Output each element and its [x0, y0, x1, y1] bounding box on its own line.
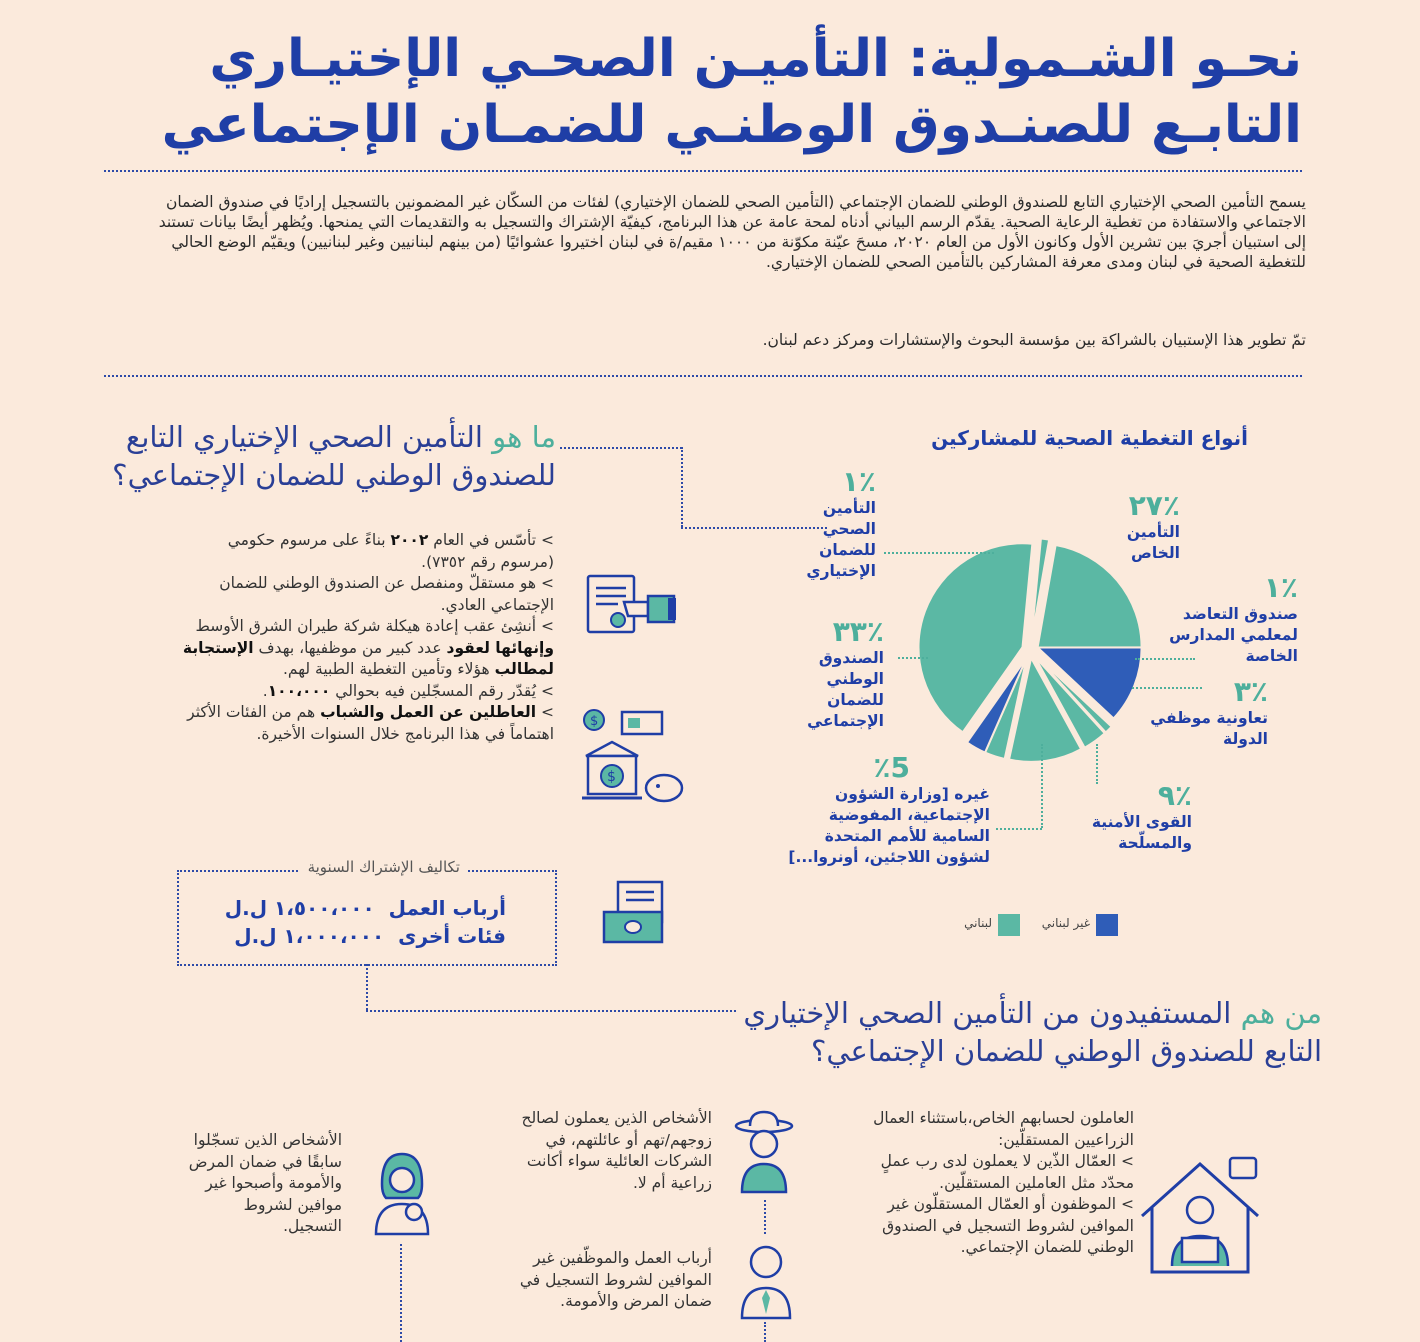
label-voluntary: ٪١ التأمين الصحي للضمان الإختياري — [806, 465, 876, 580]
intro-paragraph: يسمح التأمين الصحي الإختياري التابع للصندوق الوطني للضمان الإجتماعي (التأمين الصحي للضمان الإختياري) لفئات من السكّان غير المضمونين بالتسجيل إراديًا في صندوق الضمان الاجتماعي والاستفادة من تغطية الرعاية الصحية. يقدّم الرسم البياني أدناه لمحة عامة عن هذا البرنامج، كيفيّة الإشتراك والتسجيل به والتقديمات التي يمنحها. ويُظهر أيضًا بيانات تستند إلى استبيان أجريَ بين تشرين الأول وكانون الأول من العام ٢٠٢٠، مسحَ عيّنة مكوّنة من ١٠٠٠ مقيم/ة في لبنان اختيروا عشوائيًا (من بينهم لبنانيين وغير لبنانيين) ويقيّم الوضع الحالي للتغطية الصحية في لبنان ومدى معرفة المشاركين بالتأمين الصحي للضمان الإختياري. — [158, 193, 1306, 271]
bullet-founded: > تأسّس في العام ٢٠٠٢ بناءً على مرسوم حكومي (مرسوم رقم ٧٣٥٢). — [227, 531, 554, 571]
legend-swatch-lebanese — [998, 914, 1020, 936]
cost-employers: أرباب العمل ١،٥٠٠،٠٠٠ ل.ل — [224, 896, 506, 920]
what-is-prefix: ما هو — [492, 420, 556, 454]
what-is-line2: للصندوق الوطني للضمان الإجتماعي؟ — [112, 458, 556, 492]
employee-icon — [736, 1240, 796, 1320]
title-line-2: التابـع للصنـدوق الوطنـي للضمـان الإجتماعي — [161, 95, 1302, 155]
connector — [400, 1244, 402, 1342]
svg-text:$: $ — [607, 769, 616, 785]
svg-text:$: $ — [590, 714, 599, 729]
what-is-rest: التأمين الصحي الإختياري التابع — [125, 420, 493, 454]
chart-title: أنواع التغطية الصحية للمشاركين — [931, 426, 1248, 450]
leader-line — [996, 828, 1042, 830]
leader-line — [884, 552, 994, 554]
what-is-heading — [80, 418, 556, 494]
what-is-bullets — [170, 530, 554, 745]
bullet-interest: > العاطلين عن العمل والشباب هم من الفئات الأكثر اهتماماً في هذا البرنامج خلال السنوات الأخيرة. — [187, 703, 554, 743]
who-rest: المستفيدون من التأمين الصحي الإختياري — [743, 996, 1241, 1030]
connector — [366, 1010, 736, 1012]
bank-money-icon — [578, 706, 686, 808]
cost-others: فئات أخرى ١،٠٠٠،٠٠٠ ل.ل — [234, 924, 506, 948]
connector — [681, 447, 683, 527]
home-worker-icon — [1136, 1156, 1264, 1278]
label-nssf: ٪٣٣ الصندوق الوطني للضمان الإجتماعي — [807, 615, 884, 730]
label-private: ٪٢٧ التأمين الخاص — [1126, 489, 1180, 562]
leader-line — [1132, 687, 1202, 689]
annual-costs-title: تكاليف الإشتراك السنوية — [300, 858, 468, 876]
farmer-icon — [732, 1110, 796, 1194]
page-title — [102, 26, 1302, 158]
beneficiary-employers: أرباب العمل والموظّفين غير الموافين لشروط التسجيل في ضمان المرض والأمومة. — [519, 1249, 712, 1310]
divider-middle — [104, 375, 1302, 377]
leader-line — [1096, 744, 1098, 784]
label-teachers: ٪١ صندوق التعاضد لمعلمي المدارس الخاصة — [1169, 571, 1298, 665]
who-line2: التابع للصندوق الوطني للضمان الإجتماعي؟ — [810, 1034, 1322, 1068]
title-line-1: نحـو الشـمولية: التأميـن الصحـي الإختيـاري — [209, 29, 1302, 89]
bullet-origin: > أنشِئ عقب إعادة هيكلة شركة طيران الشرق الأوسط وإنهائها لعقود عدد كبير من موظفيها، بهدف الإستجابة لمطالب هؤلاء وتأمين التغطية الطبية لهم. — [182, 617, 554, 678]
decree-document-icon — [584, 574, 682, 640]
leader-line — [898, 657, 928, 659]
label-security: ٪٩ القوى الأمنية والمسلّحة — [1091, 779, 1192, 852]
bullet-registrants: > يُقدّر رقم المسجّلين فيه بحوالي ١٠٠،٠٠٠. — [262, 681, 554, 700]
divider-top — [104, 170, 1302, 172]
beneficiary-maternity: الأشخاص الذين تسجّلوا سابقًا في ضمان المرض والأمومة وأصبحوا غير موافين لشروط التسجيل. — [188, 1131, 342, 1235]
who-prefix: من هم — [1240, 996, 1322, 1030]
connector — [560, 447, 682, 449]
legend-label-non-lebanese: غير لبناني — [1041, 916, 1090, 930]
connector — [764, 1200, 766, 1234]
beneficiary-self-employed: العاملون لحسابهم الخاص،باستثناء العمال الزراعيين المستقلّين: > العمّال الذّين لا يعملون لدى رب عملٍ محدّد مثل العاملين المستقلّين. > الموظفون أو العمّال المستقلّون غير الموافين لشروط التسجيل في الصندوق الوطني للضمان الإجتماعي. — [873, 1109, 1134, 1256]
beneficiary-family-workers: الأشخاص الذين يعملون لصالح زوجهم/تهم أو عائلتهم، في الشركات العائلية سواء أكانت زراعية أم لا. — [521, 1109, 712, 1192]
invoice-cash-icon — [600, 880, 668, 946]
mother-child-icon — [368, 1150, 436, 1236]
connector — [366, 964, 368, 1010]
intro-credit: تمّ تطوير هذا الإستبيان بالشراكة بين مؤسسة البحوث والإستشارات ومركز دعم لبنان. — [762, 331, 1306, 349]
who-heading — [740, 994, 1322, 1070]
leader-line — [1041, 744, 1043, 828]
bullet-independent: > هو مستقلّ ومنفصل عن الصندوق الوطني للضمان الإجتماعي العادي. — [219, 574, 554, 614]
legend-label-lebanese: لبناني — [964, 916, 992, 930]
connector — [764, 1322, 766, 1342]
leader-line — [1135, 658, 1195, 660]
label-other: ٪5 غيره [وزارة الشؤون الإجتماعية، المفوضية السامية للأمم المتحدة لشؤون اللاجئين، أونروا...] — [788, 751, 990, 866]
legend-swatch-non-lebanese — [1096, 914, 1118, 936]
label-state: ٪٣ تعاونية موظفي الدولة — [1150, 675, 1268, 748]
